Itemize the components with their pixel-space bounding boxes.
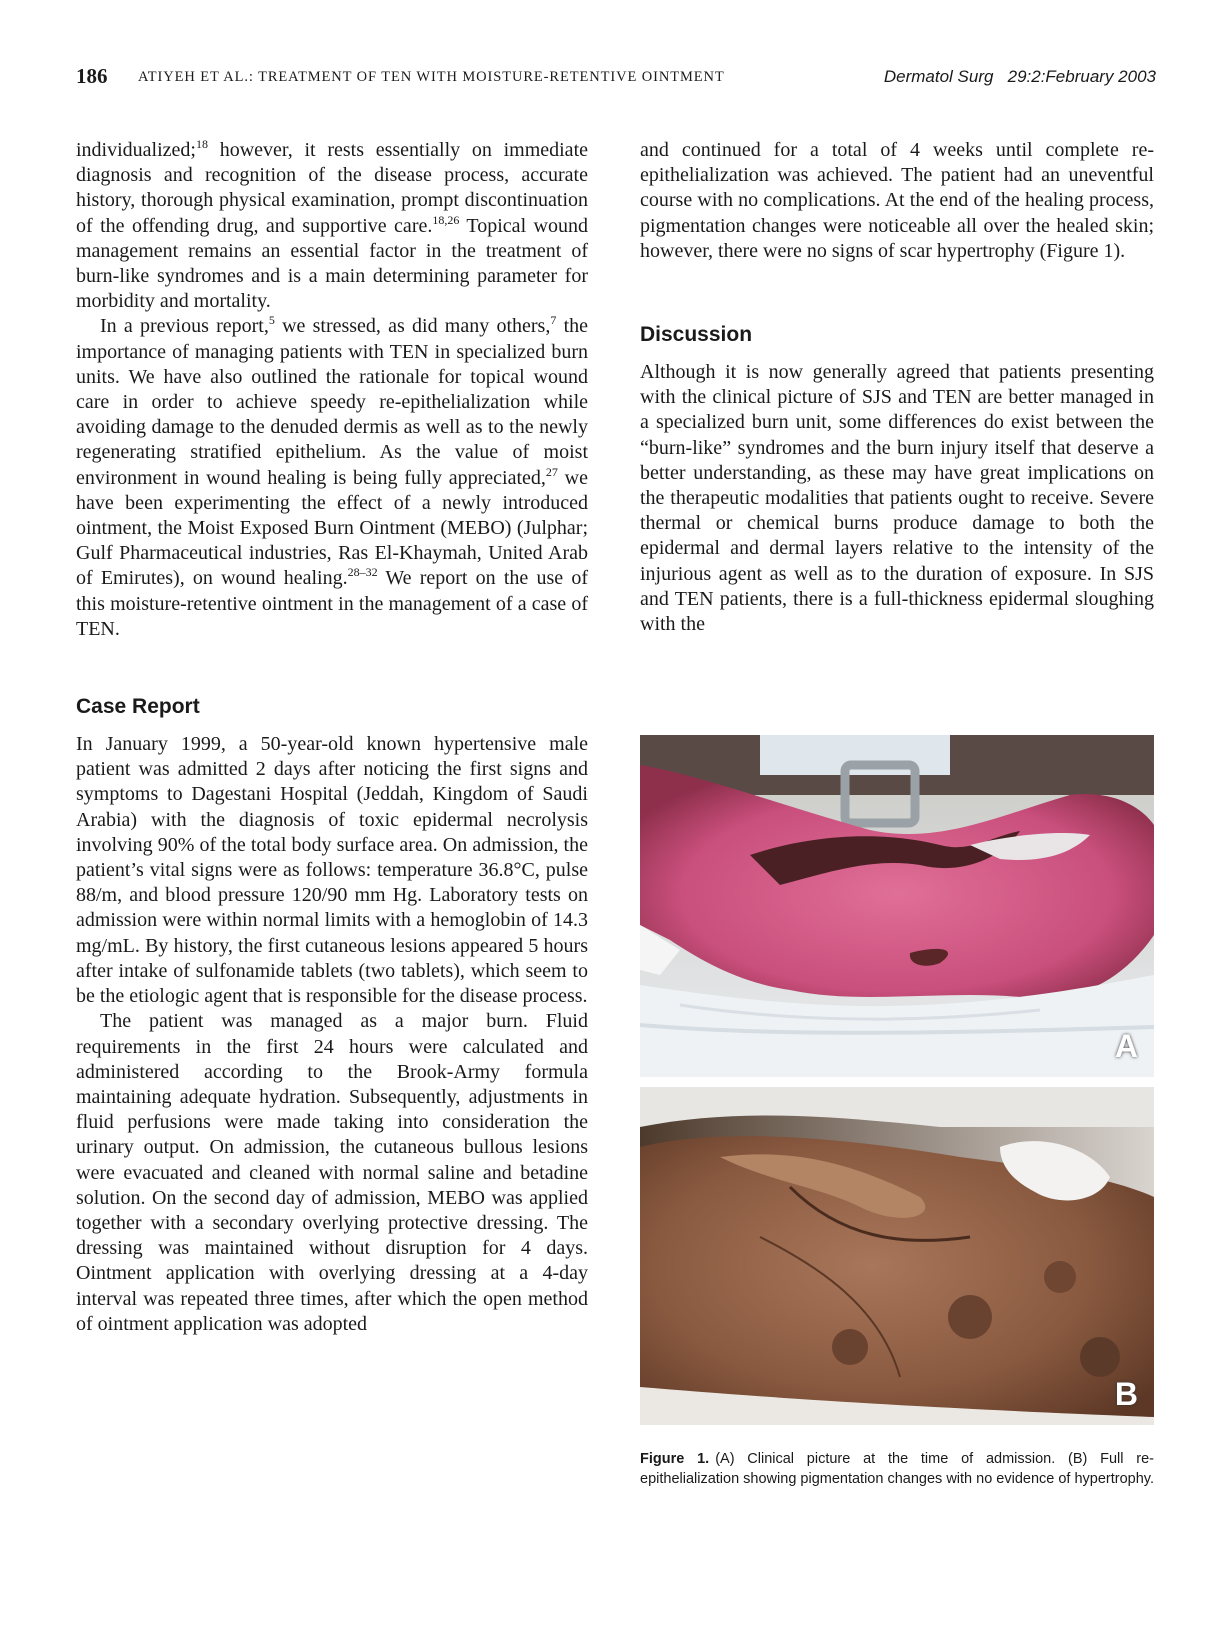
paragraph: and continued for a total of 4 weeks until complete re-epithelialization was achieved. The patient had an uneventful course with no complications. At the end of the healing process, pigmentation changes were noticeable all over the healed skin; however, there were no signs of scar hypertrophy (Figure 1).: [640, 139, 1154, 262]
section-heading-case-report: Case Report: [76, 695, 200, 719]
figure-caption-text: (A) Clinical picture at the time of admission. (B) Full re-epithelialization showing pigmentation changes with no evidence of hypertrophy.: [640, 1451, 1155, 1487]
clinical-photo-reepithelialization: [640, 1087, 1154, 1425]
figure-caption: [640, 1449, 1154, 1489]
paragraph: individualized;$^{18}$ however, it rests essentially on immediate diagnosis and recognition of the disease process, accurate history, thorough physical examination, prompt discontinuation of the offending drug, and supportive care.$^{18,26}$ Topical wound management remains an essential factor in the treatment of burn-like syndromes and is a main determining parameter for morbidity and mortality.: [76, 137, 588, 313]
panel-label-b: B: [1114, 1376, 1138, 1412]
right-column: [640, 138, 1154, 637]
paragraph: Although it is now generally agreed that patients presenting with the clinical picture of SJS and TEN are better managed in a specialized burn unit, some differences do exist between the “burn-like” syndromes and the burn injury itself that deserve a better understanding, as these may have great implications on the therapeutic modalities that patients ought to receive. Severe thermal or chemical burns produce damage to both the epidermal and dermal layers relative to the intensity of the injurious agent as well as to the duration of exposure. In SJS and TEN patients, there is a full-thickness epidermal sloughing with the: [640, 361, 1154, 636]
citation-ref: 18,26: [432, 212, 460, 227]
clinical-photo-admission: [640, 735, 1154, 1077]
figure-1: [640, 735, 1154, 1489]
citation-ref: 27: [545, 464, 558, 479]
paragraph: The patient was managed as a major burn. Fluid requirements in the first 24 hours were calculated and administered according to the Brook-Army formula maintaining adequate hydration. Subsequently, adjustments in fluid perfusions were made taking into consideration the urinary output. On admission, the cutaneous bullous lesions were evacuated and cleaned with normal saline and betadine solution. On the second day of admission, MEBO was applied together with a secondary overlying protective dressing. The dressing was maintained without disruption for 4 days. Ointment application with overlying dressing at a 4-day interval was repeated three times, after which the open method of ointment application was adopted: [76, 1010, 588, 1335]
panel-label-a: A: [1114, 1028, 1138, 1064]
figure-caption-label: Figure 1.: [640, 1451, 710, 1467]
figure-panel-b: [640, 1087, 1154, 1425]
journal-citation: Dermatol Surg 29:2:February 2003: [883, 67, 1156, 86]
page-number: 186: [76, 64, 108, 88]
running-title: ATIYEH ET AL.: TREATMENT OF TEN WITH MOISTURE-RETENTIVE OINTMENT: [138, 69, 725, 85]
paragraph: In a previous report,$^5$ we stressed, as did many others,$^7$ the importance of managing patients with TEN in specialized burn units. We have also outlined the rationale for topical wound care in order to achieve speedy re-epithelialization while avoiding damage to the denuded dermis as well as to the newly regenerating stratified epithelium. As the value of moist environment in wound healing is being fully appreciated,$^{27}$ we have been experimenting the effect of a newly introduced ointment, the Moist Exposed Burn Ointment (MEBO) (Julphar; Gulf Pharmaceutical industries, Ras El-Khaymah, United Arab of Emirutes), on wound healing.$^{28-32}$ We report on the use of this moisture-retentive ointment in the management of a case of TEN.: [76, 313, 588, 640]
citation-ref: 5: [268, 313, 275, 328]
paragraph: In January 1999, a 50-year-old known hypertensive male patient was admitted 2 days after noticing the first signs and symptoms to Dagestani Hospital (Jeddah, Kingdom of Saudi Arabia) with the diagnosis of toxic epidermal necrolysis involving 90% of the total body surface area. On admission, the patient’s vital signs were as follows: temperature 36.8°C, pulse 88/m, and blood pressure 120/90 mm Hg. Laboratory tests on admission were within normal limits with a hemoglobin of 14.3 mg/mL. By history, the first cutaneous lesions appeared 5 hours after intake of sulfonamide tablets (two tablets), which seem to be the etiologic agent that is responsible for the disease process.: [76, 733, 588, 1008]
section-heading-discussion: Discussion: [640, 323, 753, 347]
figure-panel-a: [640, 735, 1154, 1077]
citation-ref: 18: [195, 137, 208, 151]
citation-ref: 28–32: [347, 565, 378, 580]
running-head: [76, 64, 1156, 94]
left-column: [76, 138, 588, 1337]
citation-ref: 7: [550, 313, 557, 328]
